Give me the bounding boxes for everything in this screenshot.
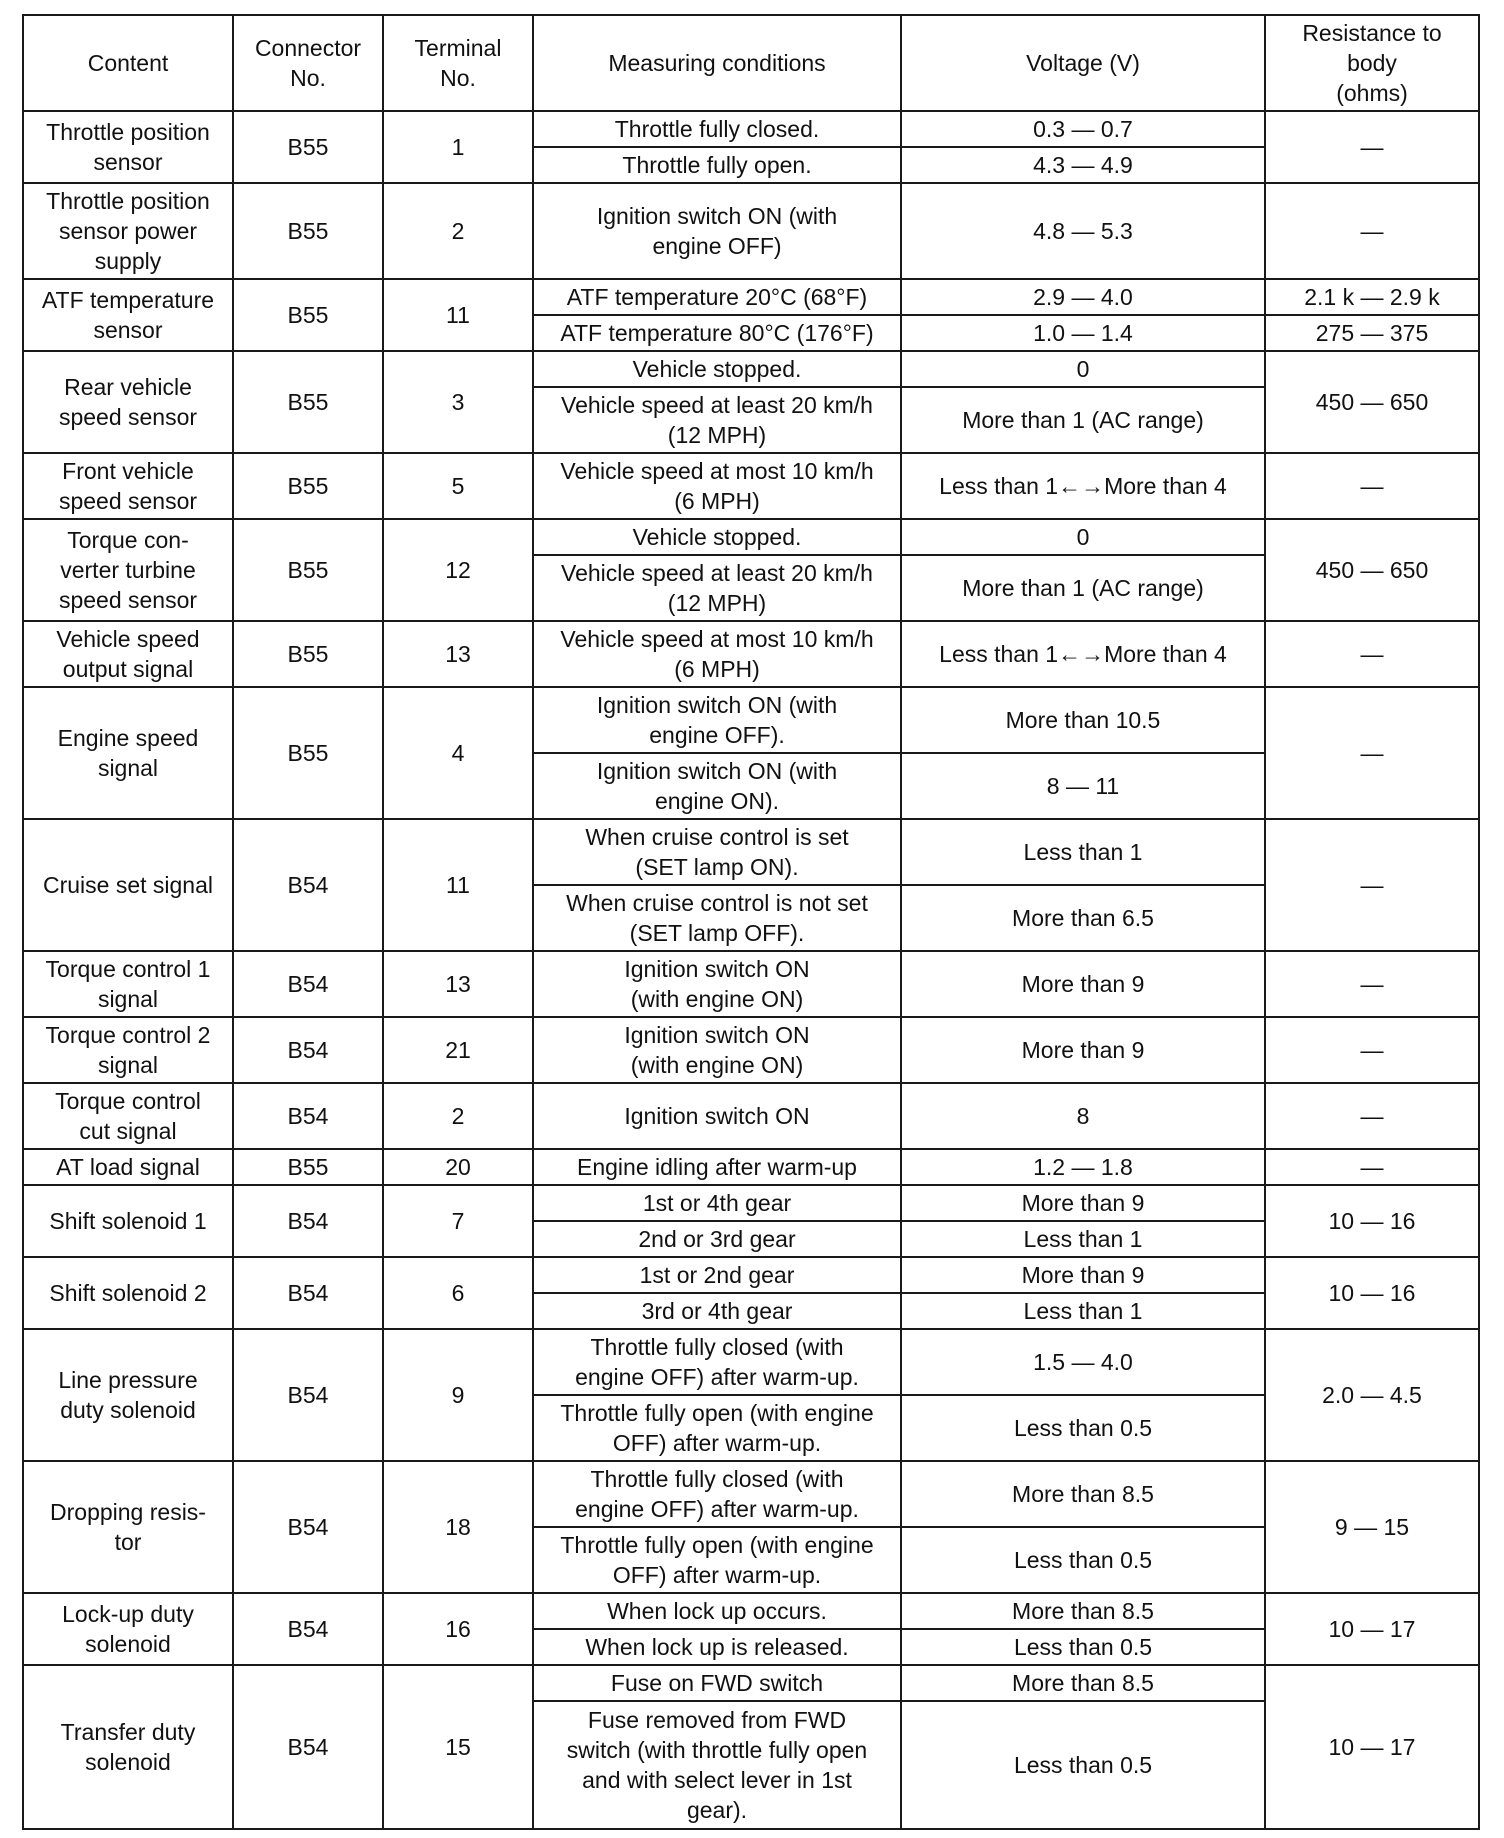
condition-cell: Ignition switch ON (with engine ON).: [533, 753, 901, 819]
header-voltage: Voltage (V): [901, 15, 1265, 111]
table-row: [23, 621, 1479, 687]
content-cell: Torque control cut signal: [23, 1083, 233, 1149]
table-row: [23, 279, 1479, 315]
connector-cell: B55: [233, 687, 383, 819]
content-cell: Throttle position sensor: [23, 111, 233, 183]
terminal-cell: 20: [383, 1149, 533, 1185]
voltage-cell: Less than 1: [901, 819, 1265, 885]
resistance-cell: 10 — 17: [1265, 1665, 1479, 1829]
table-row: [23, 819, 1479, 885]
resistance-cell: 450 — 650: [1265, 519, 1479, 621]
resistance-cell: —: [1265, 951, 1479, 1017]
voltage-cell: More than 1 (AC range): [901, 555, 1265, 621]
terminal-cell: 11: [383, 819, 533, 951]
resistance-cell: —: [1265, 453, 1479, 519]
terminal-cell: 1: [383, 111, 533, 183]
resistance-cell: —: [1265, 1017, 1479, 1083]
table-row: [23, 1665, 1479, 1701]
voltage-cell: Less than 1: [901, 1293, 1265, 1329]
voltage-cell: 0.3 — 0.7: [901, 111, 1265, 147]
resistance-cell: —: [1265, 687, 1479, 819]
header-content: Content: [23, 15, 233, 111]
table-row: [23, 1083, 1479, 1149]
condition-cell: ATF temperature 20°C (68°F): [533, 279, 901, 315]
voltage-cell: 0: [901, 519, 1265, 555]
condition-cell: 1st or 4th gear: [533, 1185, 901, 1221]
connector-cell: B54: [233, 1461, 383, 1593]
terminal-cell: 2: [383, 183, 533, 279]
terminal-cell: 3: [383, 351, 533, 453]
condition-cell: Vehicle speed at least 20 km/h (12 MPH): [533, 555, 901, 621]
content-cell: Torque control 1 signal: [23, 951, 233, 1017]
table-row: [23, 1461, 1479, 1527]
terminal-cell: 12: [383, 519, 533, 621]
header-conditions: Measuring conditions: [533, 15, 901, 111]
condition-cell: When cruise control is set (SET lamp ON).: [533, 819, 901, 885]
content-cell: AT load signal: [23, 1149, 233, 1185]
voltage-cell: More than 9: [901, 1017, 1265, 1083]
table-row: [23, 183, 1479, 279]
terminal-cell: 21: [383, 1017, 533, 1083]
condition-cell: Ignition switch ON: [533, 1083, 901, 1149]
voltage-cell: 4.3 — 4.9: [901, 147, 1265, 183]
condition-cell: Ignition switch ON (with engine OFF).: [533, 687, 901, 753]
table-row: [23, 687, 1479, 753]
voltage-cell: More than 8.5: [901, 1461, 1265, 1527]
page: [22, 14, 1478, 1830]
resistance-cell: —: [1265, 819, 1479, 951]
resistance-cell: 2.0 — 4.5: [1265, 1329, 1479, 1461]
voltage-cell: 1.2 — 1.8: [901, 1149, 1265, 1185]
content-cell: Vehicle speed output signal: [23, 621, 233, 687]
connector-cell: B55: [233, 183, 383, 279]
content-cell: Lock-up duty solenoid: [23, 1593, 233, 1665]
condition-cell: Throttle fully open (with engine OFF) after warm-up.: [533, 1395, 901, 1461]
terminal-cell: 13: [383, 951, 533, 1017]
voltage-cell: 2.9 — 4.0: [901, 279, 1265, 315]
connector-cell: B54: [233, 819, 383, 951]
condition-cell: Vehicle speed at least 20 km/h (12 MPH): [533, 387, 901, 453]
table-row: [23, 453, 1479, 519]
resistance-cell: —: [1265, 183, 1479, 279]
voltage-cell: 8: [901, 1083, 1265, 1149]
voltage-cell: Less than 1←→More than 4: [901, 621, 1265, 687]
connector-cell: B54: [233, 1665, 383, 1829]
table-row: [23, 1593, 1479, 1629]
content-cell: Cruise set signal: [23, 819, 233, 951]
table-row: [23, 519, 1479, 555]
connector-cell: B54: [233, 951, 383, 1017]
header-connector: Connector No.: [233, 15, 383, 111]
voltage-cell: Less than 0.5: [901, 1527, 1265, 1593]
connector-cell: B54: [233, 1329, 383, 1461]
terminal-voltage-table: [22, 14, 1480, 1830]
voltage-cell: 1.0 — 1.4: [901, 315, 1265, 351]
resistance-cell: 275 — 375: [1265, 315, 1479, 351]
table-row: [23, 951, 1479, 1017]
voltage-cell: 0: [901, 351, 1265, 387]
connector-cell: B54: [233, 1257, 383, 1329]
condition-cell: Throttle fully closed.: [533, 111, 901, 147]
terminal-cell: 9: [383, 1329, 533, 1461]
content-cell: Dropping resis- tor: [23, 1461, 233, 1593]
condition-cell: 1st or 2nd gear: [533, 1257, 901, 1293]
terminal-cell: 2: [383, 1083, 533, 1149]
content-cell: ATF temperature sensor: [23, 279, 233, 351]
table-row: [23, 1185, 1479, 1221]
voltage-cell: Less than 0.5: [901, 1395, 1265, 1461]
connector-cell: B55: [233, 1149, 383, 1185]
condition-cell: 3rd or 4th gear: [533, 1293, 901, 1329]
content-cell: Rear vehicle speed sensor: [23, 351, 233, 453]
resistance-cell: 10 — 16: [1265, 1257, 1479, 1329]
terminal-cell: 5: [383, 453, 533, 519]
voltage-cell: More than 10.5: [901, 687, 1265, 753]
content-cell: Transfer duty solenoid: [23, 1665, 233, 1829]
connector-cell: B55: [233, 621, 383, 687]
voltage-cell: More than 6.5: [901, 885, 1265, 951]
voltage-cell: More than 9: [901, 1185, 1265, 1221]
connector-cell: B54: [233, 1083, 383, 1149]
voltage-cell: 4.8 — 5.3: [901, 183, 1265, 279]
connector-cell: B55: [233, 111, 383, 183]
voltage-cell: Less than 0.5: [901, 1629, 1265, 1665]
table-row: [23, 111, 1479, 147]
content-cell: Shift solenoid 2: [23, 1257, 233, 1329]
voltage-cell: Less than 0.5: [901, 1701, 1265, 1829]
condition-cell: Throttle fully open (with engine OFF) after warm-up.: [533, 1527, 901, 1593]
table-row: [23, 1149, 1479, 1185]
condition-cell: Throttle fully open.: [533, 147, 901, 183]
terminal-cell: 13: [383, 621, 533, 687]
resistance-cell: 450 — 650: [1265, 351, 1479, 453]
condition-cell: Throttle fully closed (with engine OFF) after warm-up.: [533, 1329, 901, 1395]
content-cell: Line pressure duty solenoid: [23, 1329, 233, 1461]
resistance-cell: 2.1 k — 2.9 k: [1265, 279, 1479, 315]
condition-cell: Engine idling after warm-up: [533, 1149, 901, 1185]
resistance-cell: 9 — 15: [1265, 1461, 1479, 1593]
terminal-cell: 6: [383, 1257, 533, 1329]
content-cell: Torque con- verter turbine speed sensor: [23, 519, 233, 621]
condition-cell: Fuse on FWD switch: [533, 1665, 901, 1701]
condition-cell: When cruise control is not set (SET lamp OFF).: [533, 885, 901, 951]
condition-cell: Vehicle speed at most 10 km/h (6 MPH): [533, 621, 901, 687]
condition-cell: Ignition switch ON (with engine ON): [533, 951, 901, 1017]
terminal-cell: 18: [383, 1461, 533, 1593]
resistance-cell: —: [1265, 621, 1479, 687]
terminal-cell: 4: [383, 687, 533, 819]
content-cell: Torque control 2 signal: [23, 1017, 233, 1083]
condition-cell: Fuse removed from FWD switch (with throttle fully open and with select lever in 1st gear).: [533, 1701, 901, 1829]
voltage-cell: 1.5 — 4.0: [901, 1329, 1265, 1395]
voltage-cell: Less than 1: [901, 1221, 1265, 1257]
voltage-cell: Less than 1←→More than 4: [901, 453, 1265, 519]
connector-cell: B54: [233, 1593, 383, 1665]
voltage-cell: More than 9: [901, 951, 1265, 1017]
terminal-cell: 11: [383, 279, 533, 351]
condition-cell: Ignition switch ON (with engine ON): [533, 1017, 901, 1083]
connector-cell: B55: [233, 279, 383, 351]
condition-cell: Vehicle speed at most 10 km/h (6 MPH): [533, 453, 901, 519]
resistance-cell: —: [1265, 111, 1479, 183]
header-row: [23, 15, 1479, 111]
connector-cell: B54: [233, 1185, 383, 1257]
terminal-cell: 16: [383, 1593, 533, 1665]
content-cell: Engine speed signal: [23, 687, 233, 819]
voltage-cell: More than 8.5: [901, 1593, 1265, 1629]
condition-cell: Ignition switch ON (with engine OFF): [533, 183, 901, 279]
header-terminal: Terminal No.: [383, 15, 533, 111]
content-cell: Throttle position sensor power supply: [23, 183, 233, 279]
voltage-cell: More than 9: [901, 1257, 1265, 1293]
voltage-cell: More than 8.5: [901, 1665, 1265, 1701]
condition-cell: When lock up is released.: [533, 1629, 901, 1665]
voltage-cell: 8 — 11: [901, 753, 1265, 819]
resistance-cell: 10 — 16: [1265, 1185, 1479, 1257]
resistance-cell: 10 — 17: [1265, 1593, 1479, 1665]
connector-cell: B55: [233, 453, 383, 519]
connector-cell: B55: [233, 351, 383, 453]
table-row: [23, 1257, 1479, 1293]
condition-cell: 2nd or 3rd gear: [533, 1221, 901, 1257]
condition-cell: Vehicle stopped.: [533, 351, 901, 387]
voltage-cell: More than 1 (AC range): [901, 387, 1265, 453]
terminal-cell: 7: [383, 1185, 533, 1257]
terminal-cell: 15: [383, 1665, 533, 1829]
connector-cell: B54: [233, 1017, 383, 1083]
condition-cell: ATF temperature 80°C (176°F): [533, 315, 901, 351]
condition-cell: When lock up occurs.: [533, 1593, 901, 1629]
condition-cell: Vehicle stopped.: [533, 519, 901, 555]
condition-cell: Throttle fully closed (with engine OFF) after warm-up.: [533, 1461, 901, 1527]
table-row: [23, 1017, 1479, 1083]
table-row: [23, 1329, 1479, 1395]
header-resistance: Resistance to body (ohms): [1265, 15, 1479, 111]
resistance-cell: —: [1265, 1083, 1479, 1149]
table-row: [23, 351, 1479, 387]
resistance-cell: —: [1265, 1149, 1479, 1185]
content-cell: Shift solenoid 1: [23, 1185, 233, 1257]
content-cell: Front vehicle speed sensor: [23, 453, 233, 519]
connector-cell: B55: [233, 519, 383, 621]
